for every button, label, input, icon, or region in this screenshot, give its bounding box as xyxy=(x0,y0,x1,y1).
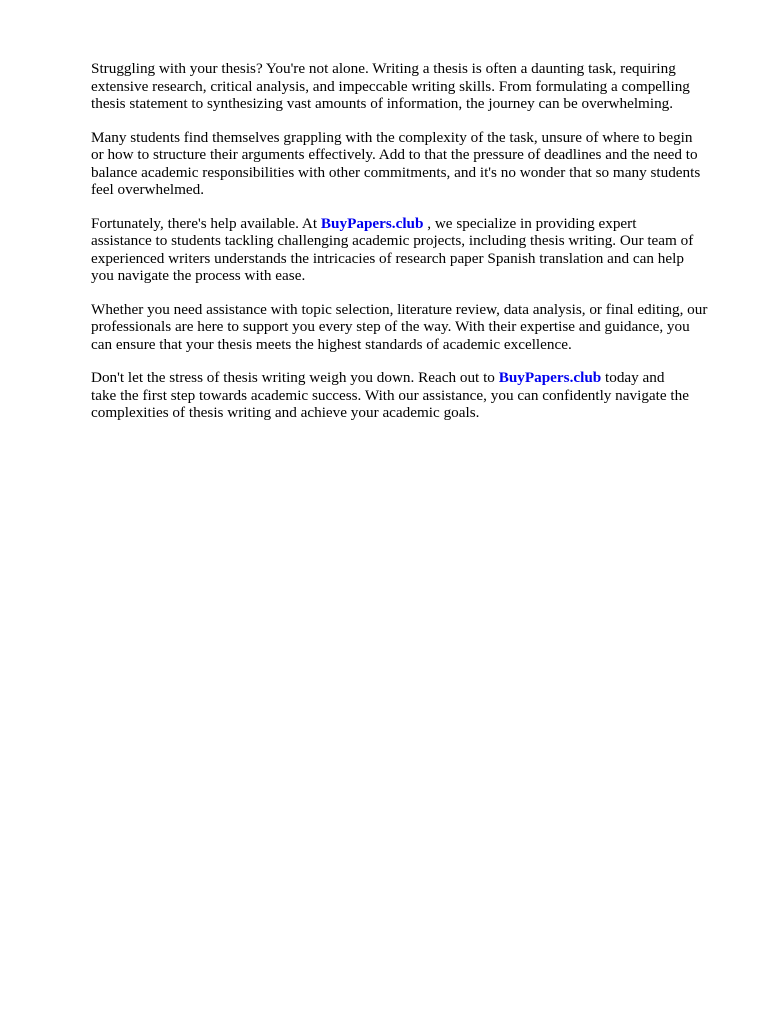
paragraph-cta-text-after: today and take the first step towards academic success. With our assistance, you can confidently navigate the complexities of thesis writing and achieve your academic goals. xyxy=(91,369,689,421)
paragraph-cta-text-before: Don't let the stress of thesis writing weigh you down. Reach out to xyxy=(91,369,499,386)
paragraph-assistance: Whether you need assistance with topic selection, literature review, data analysis, or final editing, our professionals are here to support you every step of the way. With their expertise and guidance, you can ensure that your thesis meets the highest standards of academic excellence. xyxy=(91,300,708,353)
document-page xyxy=(91,60,731,438)
paragraph-help xyxy=(91,215,731,285)
buypapers-link[interactable]: BuyPapers.club xyxy=(320,214,424,232)
paragraph-help-text-before: Fortunately, there's help available. At xyxy=(91,214,321,232)
paragraph-challenges: Many students find themselves grappling with the complexity of the task, unsure of where to begin or how to structure their arguments effectively. Add to that the pressure of deadlines and the need to balance academic responsibilities with other commitments, and it's no wonder that so many students feel overwhelmed. xyxy=(91,128,701,198)
paragraph-help-text-after: , we specialize in providing expert assistance to students tackling challenging academic projects, including thesis writing. Our team of experienced writers understands the intricacies of research paper Spanish translation and can help you navigate the process with ease. xyxy=(91,214,694,284)
paragraph-call-to-action xyxy=(91,369,731,422)
buypapers-link-cta[interactable]: BuyPapers.club xyxy=(498,369,602,386)
paragraph-intro: Struggling with your thesis? You're not alone. Writing a thesis is often a daunting task, requiring extensive research, critical analysis, and impeccable writing skills. From formulating a compelling thesis statement to synthesizing vast amounts of information, the journey can be overwhelming. xyxy=(91,60,690,112)
